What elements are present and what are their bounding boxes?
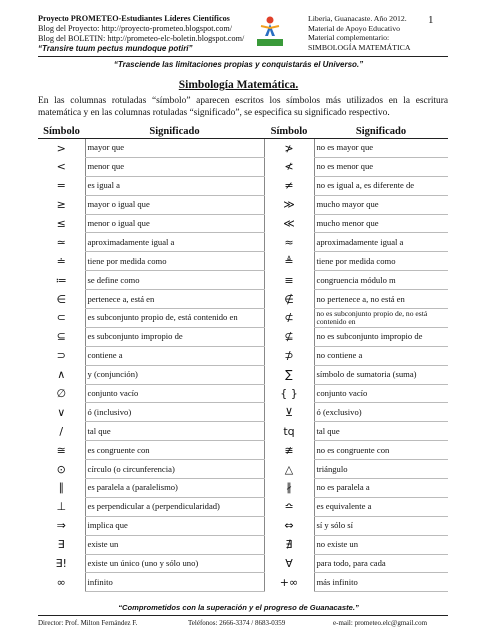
meaning-cell: aproximadamente igual a — [314, 233, 448, 252]
meaning-cell: mayor o igual que — [85, 195, 264, 214]
symbol-cell: ⊻ — [264, 403, 314, 422]
table-row — [38, 346, 448, 365]
meaning-cell: conjunto vacío — [85, 384, 264, 403]
meaning-cell: pertenece a, está en — [85, 290, 264, 309]
meaning-cell: mucho mayor que — [314, 195, 448, 214]
symbol-cell: tq — [264, 422, 314, 441]
symbol-cell: ∉ — [264, 290, 314, 309]
table-row — [38, 441, 448, 460]
meaning-cell: aproximadamente igual a — [85, 233, 264, 252]
meaning-cell: tal que — [85, 422, 264, 441]
meaning-cell: tiene por medida como — [314, 252, 448, 271]
symbol-cell: ∑ — [264, 365, 314, 384]
symbol-cell: < — [56, 160, 66, 174]
symbol-cell: = — [56, 179, 66, 193]
meaning-cell: tal que — [314, 422, 448, 441]
prometeo-logo — [255, 14, 285, 50]
meaning-cell: menor o igual que — [85, 214, 264, 233]
meaning-cell: no pertenece a, no está en — [314, 290, 448, 309]
symbol-cell: > — [56, 141, 66, 155]
symbol-cell: ≪ — [264, 214, 314, 233]
symbol-cell: ⊈ — [264, 327, 314, 346]
table-row — [38, 365, 448, 384]
table-row — [38, 497, 448, 516]
symbol-cell: ≅ — [56, 443, 66, 457]
meaning-cell: es congruente con — [85, 441, 264, 460]
meaning-cell: se define como — [85, 271, 264, 290]
symbol-cell: ∈ — [56, 292, 67, 306]
meaning-cell: contiene a — [85, 346, 264, 365]
symbol-cell: ≫ — [264, 195, 314, 214]
symbol-cell: ≜ — [264, 252, 314, 271]
symbol-cell: ≡ — [264, 271, 314, 290]
table-row — [38, 403, 448, 422]
symbol-cell: ∞ — [56, 575, 66, 589]
meaning-cell: y (conjunción) — [85, 365, 264, 384]
footer-divider — [38, 615, 448, 616]
meaning-cell: es subconjunto impropio de — [85, 327, 264, 346]
symbol-cell: ∅ — [56, 387, 67, 401]
meaning-cell: es igual a — [85, 176, 264, 195]
symbol-cell: ⊄ — [264, 309, 314, 328]
footer-email[interactable]: e-mail: prometeo.elc@gmail.com — [333, 619, 428, 627]
symbol-cell: ∥ — [58, 481, 64, 495]
symbol-cell: ⊃ — [56, 349, 66, 363]
symbol-cell: ∨ — [57, 405, 66, 419]
meaning-cell: congruencia módulo m — [314, 271, 448, 290]
meaning-cell: no es mayor que — [314, 139, 448, 158]
meaning-cell: más infinito — [314, 573, 448, 592]
meaning-cell: es perpendicular a (perpendicularidad) — [85, 497, 264, 516]
meaning-cell: ó (exclusivo) — [314, 403, 448, 422]
table-row — [38, 233, 448, 252]
symbol-cell: ∦ — [264, 479, 314, 498]
page-title: Simbología Matemática. — [178, 79, 299, 91]
symbol-cell: ≥ — [56, 198, 66, 212]
symbol-cell: ≇ — [264, 441, 314, 460]
table-row — [38, 460, 448, 479]
meaning-cell: es subconjunto propio de, está contenido en — [85, 309, 264, 328]
symbol-cell: ⊆ — [56, 330, 66, 344]
symbol-cell: ∃ — [57, 538, 65, 552]
symbol-cell: ≠ — [264, 176, 314, 195]
symbol-cell: +∞ — [264, 573, 314, 592]
table-row — [38, 573, 448, 592]
symbol-cell: ⊙ — [56, 462, 66, 476]
table-row — [38, 516, 448, 535]
symbol-cell: ∄ — [264, 535, 314, 554]
meaning-cell: no contiene a — [314, 346, 448, 365]
project-name: Proyecto PROMETEO-Estudiantes Líderes Científicos — [38, 14, 230, 23]
table-row — [38, 252, 448, 271]
latin-motto: “Transire tuum pectus mundoque potiri” — [38, 44, 193, 53]
meaning-cell: mayor que — [85, 139, 264, 158]
symbol-cell: ≯ — [264, 139, 314, 158]
meaning-cell: mucho menor que — [314, 214, 448, 233]
meaning-cell: para todo, para cada — [314, 554, 448, 573]
project-blog-link[interactable]: Blog del Proyecto: http://proyecto-prometeo.blogspot.com/ — [38, 24, 232, 33]
header-complement: Material complementario: — [308, 33, 390, 43]
meaning-cell: implica que — [85, 516, 264, 535]
symbol-cell: ≮ — [264, 157, 314, 176]
symbol-cell: ∃! — [55, 557, 67, 571]
symbol-cell: ≃ — [56, 235, 66, 249]
table-row — [38, 479, 448, 498]
meaning-cell: conjunto vacío — [314, 384, 448, 403]
symbol-cell: △ — [264, 460, 314, 479]
meaning-cell: no es subconjunto propio de, no está contenido en — [314, 309, 448, 328]
header-left — [38, 14, 278, 54]
symbol-cell: ⇒ — [56, 519, 66, 533]
meaning-cell: no es paralela a — [314, 479, 448, 498]
bottom-quote: “Comprometidos con la superación y el progreso de Guanacaste.” — [118, 603, 359, 612]
symbol-cell: ≈ — [264, 233, 314, 252]
symbol-cell: ⇔ — [264, 516, 314, 535]
table-header-row — [38, 124, 448, 139]
column-header-symbol: Símbolo — [264, 124, 314, 139]
meaning-cell: no es menor que — [314, 157, 448, 176]
symbol-cell: { } — [264, 384, 314, 403]
table-row — [38, 176, 448, 195]
symbol-cell: ≔ — [55, 273, 67, 287]
meaning-cell: triángulo — [314, 460, 448, 479]
table-row — [38, 309, 448, 328]
header-material: Material de Apoyo Educativo — [308, 23, 401, 33]
footer-director: Director: Prof. Milton Fernández F. — [38, 619, 138, 627]
column-header-symbol: Símbolo — [38, 124, 85, 139]
meaning-cell: círculo (o circunferencia) — [85, 460, 264, 479]
table-row — [38, 195, 448, 214]
meaning-cell: no es subconjunto impropio de — [314, 327, 448, 346]
meaning-cell: tiene por medida como — [85, 252, 264, 271]
symbol-cell: ∧ — [57, 368, 66, 382]
column-header-meaning: Significado — [85, 124, 264, 139]
meaning-cell: ó (inclusivo) — [85, 403, 264, 422]
footer-phones: Teléfonos: 2666-3374 / 8683-0359 — [188, 619, 286, 627]
header-divider — [38, 56, 448, 57]
meaning-cell: existe un — [85, 535, 264, 554]
symbol-table — [38, 124, 448, 592]
table-row — [38, 139, 448, 158]
meaning-cell: infinito — [85, 573, 264, 592]
meaning-cell: no existe un — [314, 535, 448, 554]
meaning-cell: es paralela a (paralelismo) — [85, 479, 264, 498]
table-row — [38, 214, 448, 233]
symbol-cell: ⊥ — [56, 500, 67, 514]
header-right — [308, 14, 428, 52]
table-row — [38, 271, 448, 290]
intro-paragraph: En las columnas rotuladas “símbolo” aparecen escritos los símbolos más utilizados en la escritura matemática y en las columnas rotuladas “significado”, se especifica su significado respectivo. — [38, 96, 448, 118]
table-row — [38, 384, 448, 403]
meaning-cell: símbolo de sumatoria (suma) — [314, 365, 448, 384]
meaning-cell: sí y sólo sí — [314, 516, 448, 535]
header-topic: SIMBOLOGÍA MATEMÁTICA — [308, 42, 411, 52]
table-row — [38, 290, 448, 309]
column-header-meaning: Significado — [314, 124, 448, 139]
page-number: 1 — [428, 14, 434, 26]
bulletin-blog-link[interactable]: Blog del BOLETIN: http://prometeo-elc-boletin.blogspot.com/ — [38, 34, 245, 43]
symbol-cell: / — [59, 424, 64, 438]
meaning-cell: es equivalente a — [314, 497, 448, 516]
top-quote: “Trasciende las limitaciones propias y conquistarás el Universo.” — [113, 60, 364, 69]
meaning-cell: no es congruente con — [314, 441, 448, 460]
table-row — [38, 157, 448, 176]
meaning-cell: existe un único (uno y sólo uno) — [85, 554, 264, 573]
symbol-cell: ⊅ — [264, 346, 314, 365]
table-row — [38, 535, 448, 554]
meaning-cell: menor que — [85, 157, 264, 176]
header-location: Liberia, Guanacaste. Año 2012. — [308, 14, 407, 23]
symbol-cell: ∀ — [264, 554, 314, 573]
symbol-cell: ≐ — [56, 254, 66, 268]
symbol-cell: ≏ — [264, 497, 314, 516]
table-row — [38, 422, 448, 441]
symbol-cell: ≤ — [56, 217, 66, 230]
meaning-cell: no es igual a, es diferente de — [314, 176, 448, 195]
table-row — [38, 554, 448, 573]
symbol-cell: ⊂ — [56, 311, 66, 325]
table-row — [38, 327, 448, 346]
